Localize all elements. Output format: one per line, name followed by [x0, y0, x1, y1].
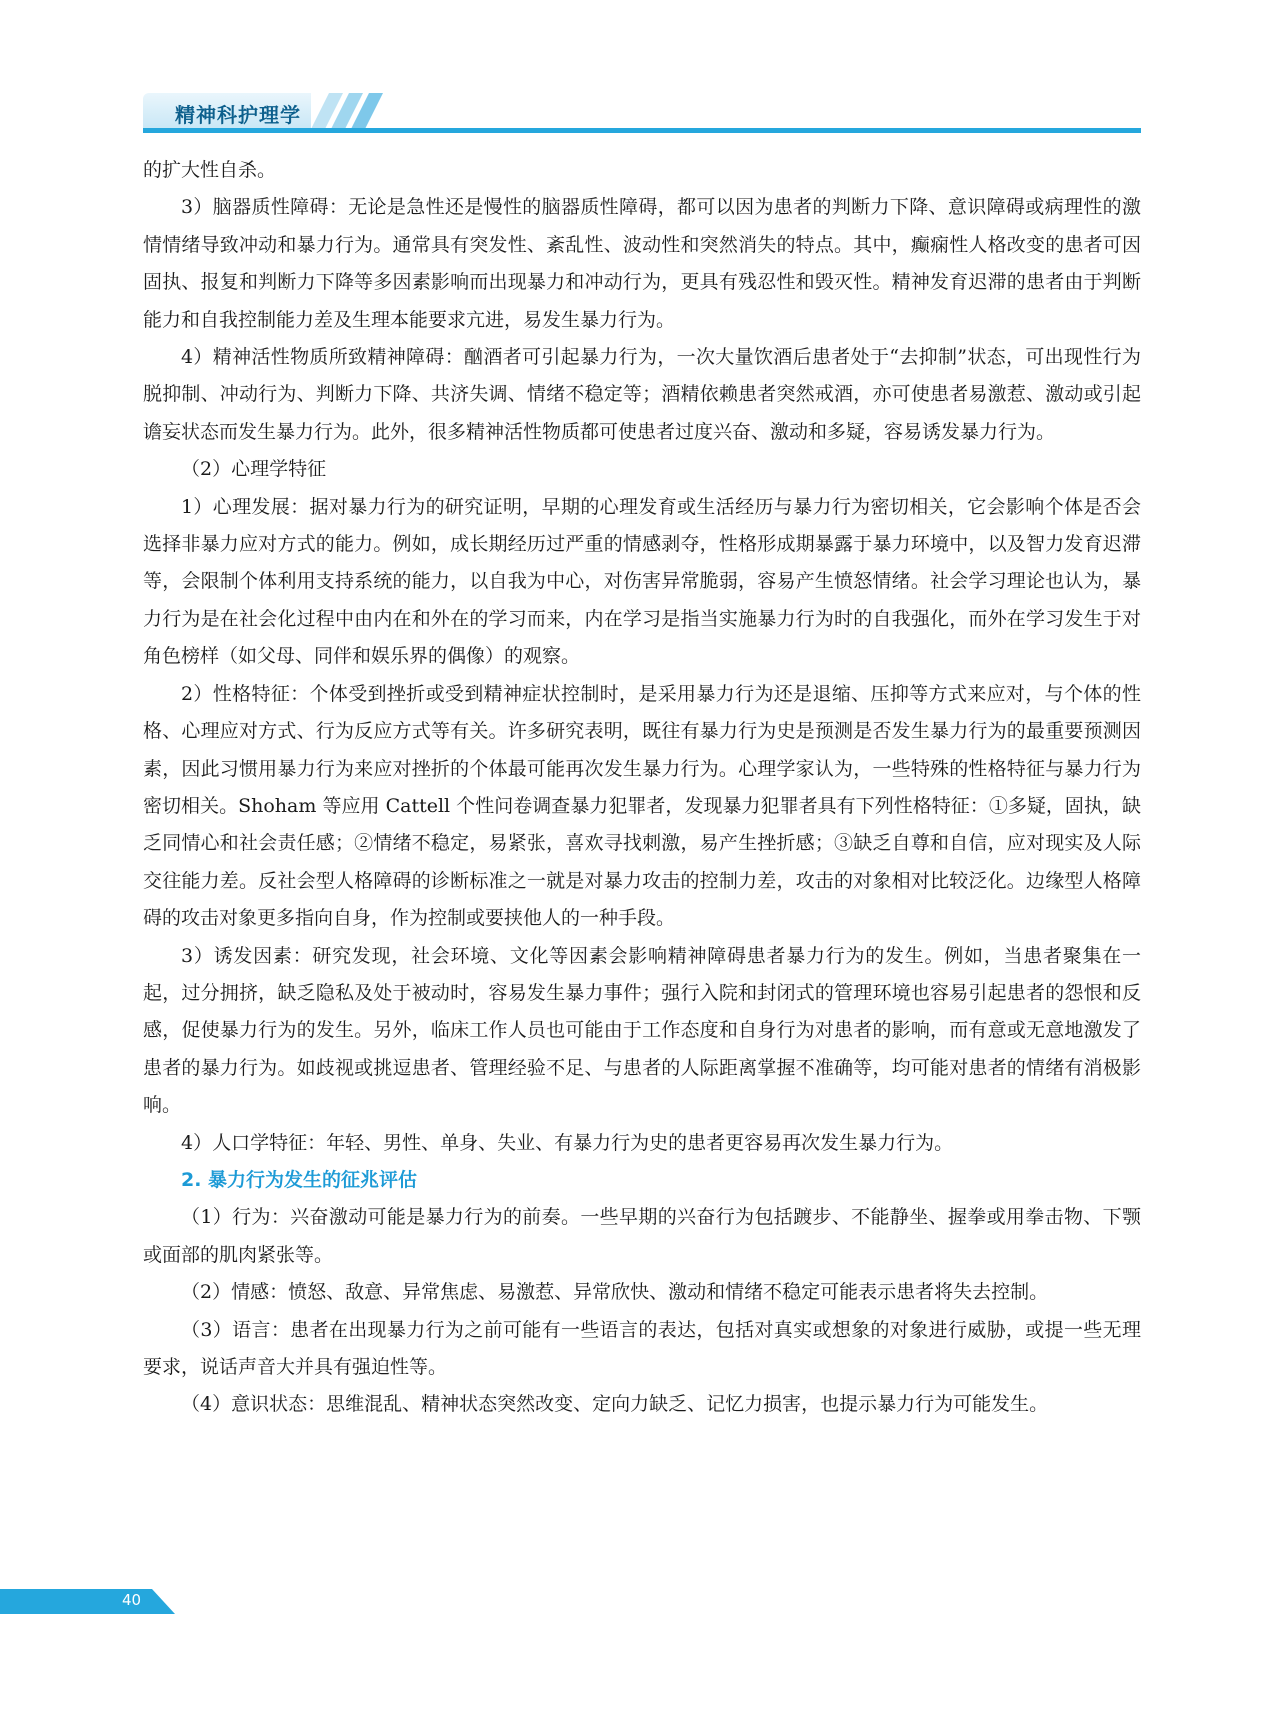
page-body — [143, 152, 1141, 1424]
paragraph: （2）情感：愤怒、敌意、异常焦虑、易激惹、异常欣快、激动和情绪不稳定可能表示患者将失去控制。 — [181, 1281, 1049, 1304]
page-number: 40 — [122, 1591, 142, 1609]
paragraph: 3）诱发因素：研究发现，社会环境、文化等因素会影响精神障碍患者暴力行为的发生。例如，当患者聚集在一起，过分拥挤，缺乏隐私及处于被动时，容易发生暴力事件；强行入院和封闭式的管理环境也容易引起患者的怨恨和反感，促使暴力行为的发生。另外，临床工作人员也可能由于工作态度和自身行为对患者的影响，而有意或无意地激发了患者的暴力行为。如歧视或挑逗患者、管理经验不足、与患者的人际距离掌握不准确等，均可能对患者的情绪有消极影响。 — [143, 944, 1141, 1117]
page-footer — [0, 1589, 175, 1614]
paragraph: 3）脑器质性障碍：无论是急性还是慢性的脑器质性障碍，都可以因为患者的判断力下降、意识障碍或病理性的激情情绪导致冲动和暴力行为。通常具有突发性、紊乱性、波动性和突然消失的特点。其中，癫痫性人格改变的患者可因固执、报复和判断力下降等多因素影响而出现暴力和冲动行为，更具有残忍性和毁灭性。精神发育迟滞的患者由于判断能力和自我控制能力差及生理本能要求亢进，易发生暴力行为。 — [143, 196, 1141, 331]
section-subtitle: （2）心理学特征 — [181, 458, 327, 481]
paragraph: 2）性格特征：个体受到挫折或受到精神症状控制时，是采用暴力行为还是退缩、压抑等方式来应对，与个体的性格、心理应对方式、行为反应方式等有关。许多研究表明，既往有暴力行为史是预测是否发生暴力行为的最重要预测因素，因此习惯用暴力行为来应对挫折的个体最可能再次发生暴力行为。心理学家认为，一些特殊的性格特征与暴力行为密切相关。Shoham 等应用 Cattell 个性问卷调查暴力犯罪者，发现暴力犯罪者具有下列性格特征：①多疑，固执，缺乏同情心和社会责任感；②情绪不稳定，易紧张，喜欢寻找刺激，易产生挫折感；③缺乏自尊和自信，应对现实及人际交往能力差。反社会型人格障碍的诊断标准之一就是对暴力攻击的控制力差，攻击的对象相对比较泛化。边缘型人格障碍的攻击对象更多指向自身，作为控制或要挟他人的一种手段。 — [143, 682, 1141, 930]
section-heading: 2. 暴力行为发生的征兆评估 — [181, 1168, 418, 1191]
page-number-tab — [0, 1589, 175, 1614]
header-stripes-decoration — [293, 93, 403, 129]
paragraph: （4）意识状态：思维混乱、精神状态突然改变、定向力缺乏、记忆力损害，也提示暴力行为可能发生。 — [181, 1393, 1049, 1416]
header-rule — [143, 128, 1141, 133]
paragraph: 4）人口学特征：年轻、男性、单身、失业、有暴力行为史的患者更容易再次发生暴力行为。 — [181, 1131, 954, 1154]
paragraph: 1）心理发展：据对暴力行为的研究证明，早期的心理发育或生活经历与暴力行为密切相关，它会影响个体是否会选择非暴力应对方式的能力。例如，成长期经历过严重的情感剥夺，性格形成期暴露于暴力环境中，以及智力发育迟滞等，会限制个体利用支持系统的能力，以自我为中心，对伤害异常脆弱，容易产生愤怒情绪。社会学习理论也认为，暴力行为是在社会化过程中由内在和外在的学习而来，内在学习是指当实施暴力行为时的自我强化，而外在学习发生于对角色榜样（如父母、同伴和娱乐界的偶像）的观察。 — [143, 495, 1141, 668]
paragraph: 4）精神活性物质所致精神障碍：酗酒者可引起暴力行为，一次大量饮酒后患者处于“去抑制”状态，可出现性行为脱抑制、冲动行为、判断力下降、共济失调、情绪不稳定等；酒精依赖患者突然戒酒，亦可使患者易激惹、激动或引起谵妄状态而发生暴力行为。此外，很多精神活性物质都可使患者过度兴奋、激动和多疑，容易诱发暴力行为。 — [143, 346, 1141, 443]
running-header — [143, 93, 1141, 133]
paragraph: 的扩大性自杀。 — [143, 159, 277, 181]
book-title: 精神科护理学 — [175, 103, 301, 127]
paragraph: （3）语言：患者在出现暴力行为之前可能有一些语言的表达，包括对真实或想象的对象进行威胁，或提一些无理要求，说话声音大并具有强迫性等。 — [143, 1318, 1141, 1378]
paragraph: （1）行为：兴奋激动可能是暴力行为的前奏。一些早期的兴奋行为包括踱步、不能静坐、握拳或用拳击物、下颚或面部的肌肉紧张等。 — [143, 1206, 1141, 1266]
